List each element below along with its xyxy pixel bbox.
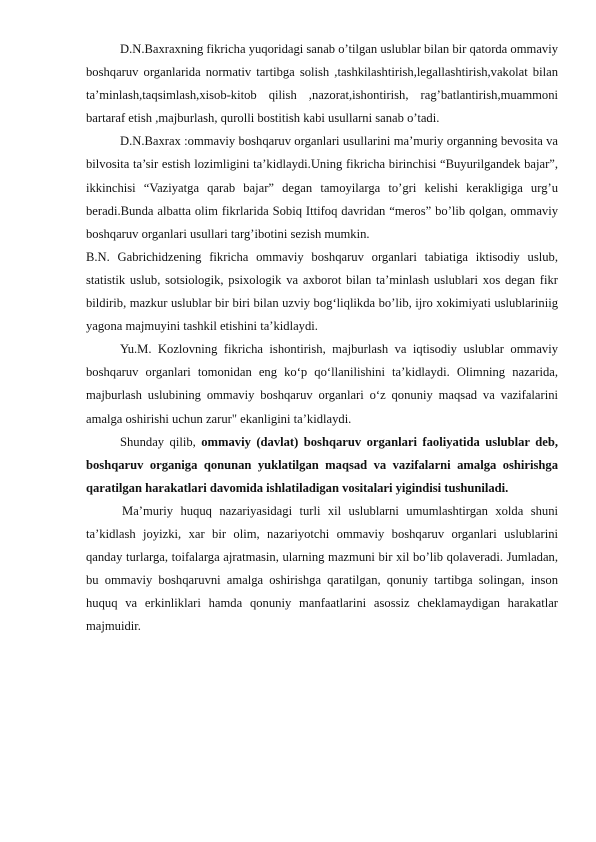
paragraph-baxrax-methods: D.N.Baxraxning fikricha yuqoridagi sanab o’tilgan uslublar bilan bir qatorda ommaviy boshqaruv organlarida normativ tartibga solish ,tashkilashtirish,legallashtirish,vakolat bilan ta’minlash,taqsimlash,xisob-kitob qilish ,nazorat,ishontirish, rag’batlantirish,muammoni bartaraf etish ,majburlash, qurolli bostitish kabi usullarni sanab o’tadi. xyxy=(86,42,558,126)
paragraph-baxrax-principles: D.N.Baxrax :ommaviy boshqaruv organlari usullarini ma’muriy organning bevosita va bilvosita ta’sir estish lozimligini ta’kidlaydi.Uning fikricha birinchisi “Buyurilgandek bajar”, ikkinchisi “Vaziyatga qarab bajar” degan tamoyilarga to’gri kelishi kerakligiga urg’u beradi.Bunda albatta olim fikrlarida Sobiq Ittifoq davridan “meros” bo’lib qolgan, ommaviy boshqaruv organlari usullari targ’ibotini sezish mumkin. xyxy=(86,134,558,241)
definition-bold-text: ommaviy (davlat) boshqaruv organlari faoliyatida uslublar deb, boshqaruv organiga qonunan yuklatilgan maqsad va vazifalarni amalga oshirishga qaratilgan harakatlari davomida ishlatiladigan vositalari yigindisi tushuniladi. xyxy=(86,434,558,495)
paragraph-kozlov: Yu.M. Kozlovning fikricha ishontirish, majburlash va iqtisodiy uslublar ommaviy boshqaruv organlari tomonidan eng ko‘p qo‘llanilishini ta’kidlaydi. Olimning nazarida, majburlash uslubining ommaviy boshqaruv organlari o‘z qonuniy maqsad va vazifalarini amalga oshirishi uchun zarur" ekanligini ta’kidlaydi. xyxy=(86,342,558,426)
document-body xyxy=(86,38,558,638)
definition-lead: Shunday qilib, xyxy=(120,434,202,449)
paragraph-gabrichidze: B.N. Gabrichidzening fikricha ommaviy boshqaruv organlari tabiatiga iktisodiy uslub, statistik uslub, sotsiologik, psixologik va axborot bilan ta’minlash uslublari xos degan fikr bildirib, mazkur uslublar bir biri bilan uzviy bog‘liqlikda bo’lib, ijro xokimiyati uslublariniig yagona majmuyini tashkil etishini ta’kidlaydi. xyxy=(86,249,558,334)
paragraph-conclusion: Ma’muriy huquq nazariyasidagi turli xil uslublarni umumlashtirgan xolda shuni ta’kidlash joyizki, xar bir olim, nazariyotchi ommaviy boshqaruv organlari uslublarini qanday turlarga, toifalarga ajratmasin, ularning mazmuni bir xil bo’lib qolaveradi. Jumladan, bu ommaviy boshqaruvni amalga oshirishga qaratilgan, qonuniy tartibga solingan, inson huquq va erkinliklari hamda qonuniy manfaatlarini asossiz cheklamaydigan harakatlar majmuidir. xyxy=(86,503,558,634)
paragraph-definition xyxy=(86,431,558,500)
